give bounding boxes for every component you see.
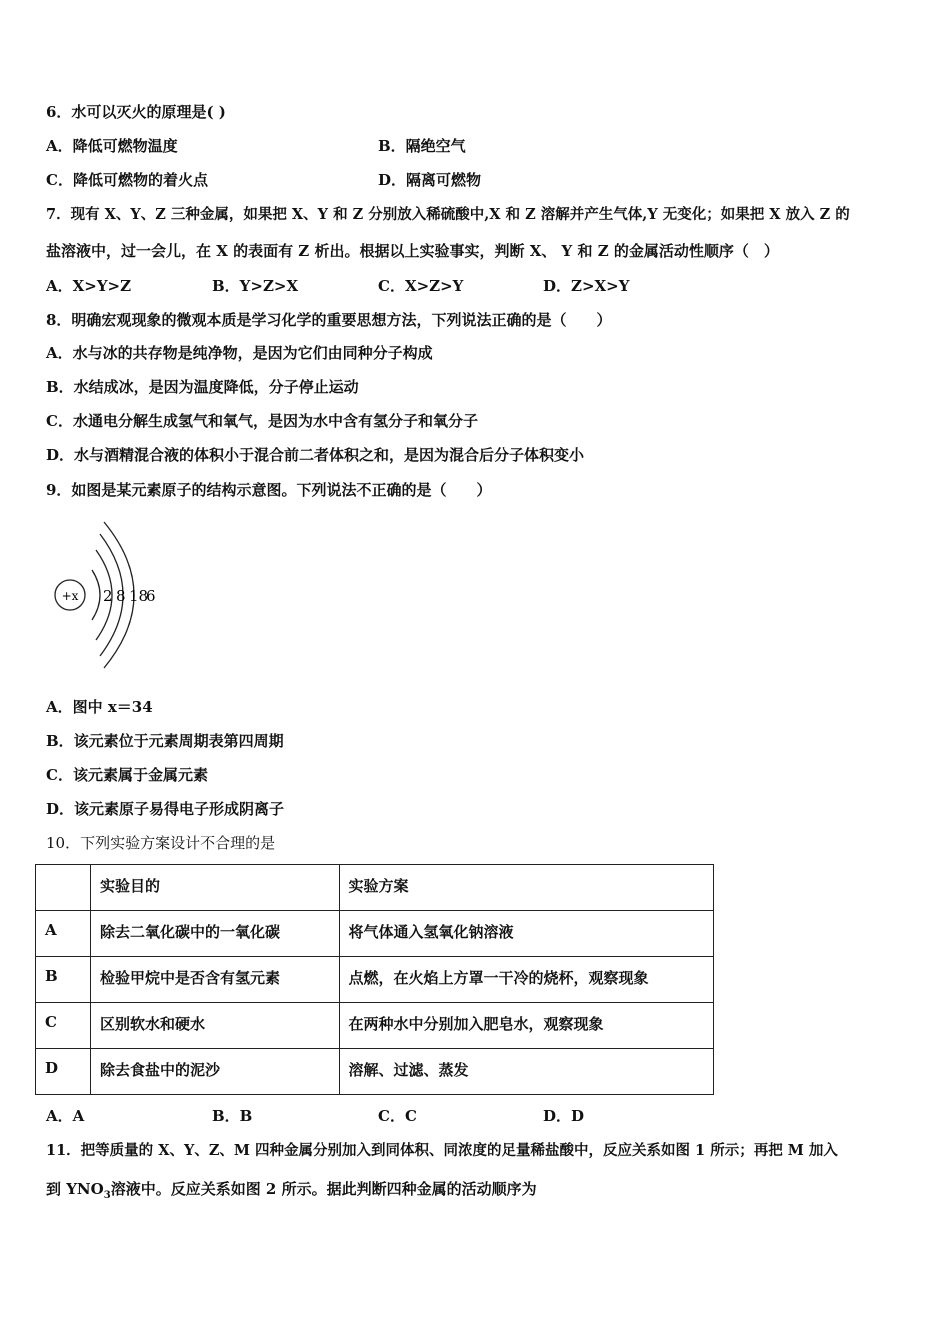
q6-stem: 6．水可以灭火的原理是( )	[46, 103, 226, 121]
q9-option-c: C．该元素属于金属元素	[46, 766, 208, 784]
table-cell: 在两种水中分别加入肥皂水，观察现象	[339, 1003, 713, 1049]
shell-electrons-1: 2	[103, 587, 113, 605]
q9-option-d: D．该元素原子易得电子形成阴离子	[46, 800, 285, 818]
table-row	[36, 957, 714, 1003]
table-cell: C	[36, 1003, 91, 1049]
table-cell: 区别软水和硬水	[90, 1003, 339, 1049]
q7-option-a: A．X>Y>Z	[46, 277, 132, 295]
nucleus-label: +x	[61, 589, 79, 603]
q7-option-d: D．Z>X>Y	[543, 277, 630, 295]
q10-stem: 10．下列实验方案设计不合理的是	[46, 834, 276, 852]
q10-option-b: B．B	[212, 1107, 253, 1125]
q7-option-b: B．Y>Z>X	[212, 277, 299, 295]
experiment-table	[35, 864, 714, 1095]
q9-option-b: B．该元素位于元素周期表第四周期	[46, 732, 284, 750]
table-header-cell: 实验方案	[339, 865, 713, 911]
table-row	[36, 911, 714, 957]
table-cell: 溶解、过滤、蒸发	[339, 1049, 713, 1095]
q6-option-c: C．降低可燃物的着火点	[46, 171, 208, 189]
q8-option-b: B．水结成冰，是因为温度降低，分子停止运动	[46, 378, 359, 396]
shell-electrons-3: 18	[129, 587, 149, 605]
table-cell: 检验甲烷中是否含有氢元素	[90, 957, 339, 1003]
table-cell: 点燃，在火焰上方罩一干冷的烧杯，观察现象	[339, 957, 713, 1003]
atom-structure-diagram	[50, 520, 170, 670]
q7-stem-line2: 盐溶液中，过一会儿，在 X 的表面有 Z 析出。根据以上实验事实，判断 X、 Y 和 Z 的金属活动性顺序（ ）	[46, 242, 779, 260]
q8-option-d: D．水与酒精混合液的体积小于混合前二者体积之和，是因为混合后分子体积变小	[46, 446, 585, 464]
q11-stem-line1: 11．把等质量的 X、Y、Z、M 四种金属分别加入到同体积、同浓度的足量稀盐酸中，反应关系如图 1 所示；再把 M 加入	[46, 1142, 838, 1159]
q9-option-a: A．图中 x＝34	[46, 698, 153, 716]
table-header-cell: 实验目的	[90, 865, 339, 911]
table-cell: A	[36, 911, 91, 957]
q10-option-c: C．C	[378, 1107, 417, 1125]
q10-option-a: A．A	[46, 1107, 85, 1125]
q6-option-a: A．降低可燃物温度	[46, 137, 178, 155]
table-cell: D	[36, 1049, 91, 1095]
table-row	[36, 1003, 714, 1049]
table-cell: 将气体通入氢氧化钠溶液	[339, 911, 713, 957]
q8-option-a: A．水与冰的共存物是纯净物，是因为它们由同种分子构成	[46, 344, 433, 362]
table-header-row	[36, 865, 714, 911]
q11-stem-line2-pre: 到 YNO	[46, 1180, 104, 1198]
table-header-cell	[36, 865, 91, 911]
shell-electrons-4: 6	[146, 587, 156, 605]
q7-stem-line1: 7．现有 X、Y、Z 三种金属，如果把 X、Y 和 Z 分别放入稀硫酸中,X 和 Z 溶解并产生气体,Y 无变化；如果把 X 放入 Z 的	[46, 206, 850, 223]
q9-stem: 9．如图是某元素原子的结构示意图。下列说法不正确的是（ ）	[46, 481, 492, 499]
q6-option-b: B．隔绝空气	[378, 137, 466, 155]
table-cell: 除去二氧化碳中的一氧化碳	[90, 911, 339, 957]
q8-stem: 8．明确宏观现象的微观本质是学习化学的重要思想方法，下列说法正确的是（ ）	[46, 311, 612, 329]
table-row	[36, 1049, 714, 1095]
q8-option-c: C．水通电分解生成氢气和氧气，是因为水中含有氢分子和氧分子	[46, 412, 478, 430]
q6-option-d: D．隔离可燃物	[378, 171, 482, 189]
q10-option-d: D．D	[543, 1107, 585, 1125]
shell-arc-1	[92, 570, 100, 620]
q11-subscript: 3	[103, 1190, 111, 1201]
q11-stem-line2-post: 溶液中。反应关系如图 2 所示。据此判断四种金属的活动顺序为	[110, 1180, 537, 1198]
table-cell: 除去食盐中的泥沙	[90, 1049, 339, 1095]
shell-electrons-2: 8	[116, 587, 126, 605]
q7-option-c: C．X>Z>Y	[378, 277, 464, 295]
table-cell: B	[36, 957, 91, 1003]
q11-stem-line2	[46, 1179, 537, 1206]
